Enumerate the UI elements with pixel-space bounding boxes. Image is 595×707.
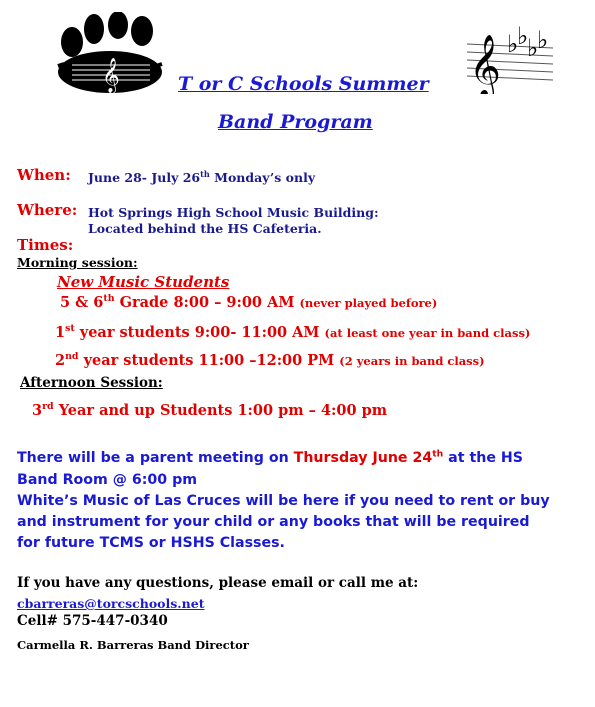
session-3rd-year: 3rd Year and up Students 1:00 pm – 4:00 pm xyxy=(32,401,388,419)
session-1st-year: 1st year students 9:00- 11:00 AM (at least one year in band class) xyxy=(55,323,531,341)
when-value: June 28- July 26th Monday’s only xyxy=(88,168,316,185)
svg-text:♭: ♭ xyxy=(517,22,529,50)
whites-music-line2: and instrument for your child or any books that will be required xyxy=(17,514,530,530)
svg-text:♭: ♭ xyxy=(527,34,539,62)
session-5-6th-grade: 5 & 6th Grade 8:00 – 9:00 AM (never played before) xyxy=(60,293,438,311)
afternoon-session-label: Afternoon Session: xyxy=(20,375,163,391)
times-label: Times: xyxy=(17,236,74,254)
new-music-students-heading: New Music Students xyxy=(57,273,230,291)
contact-prompt: If you have any questions, please email or call me at: xyxy=(17,575,419,591)
svg-text:𝄞: 𝄞 xyxy=(102,58,120,93)
cell-phone: Cell# 575-447-0340 xyxy=(17,613,168,629)
morning-session-label: Morning session: xyxy=(17,255,138,270)
email-link[interactable]: cbarreras@torcschools.net xyxy=(17,596,205,611)
treble-clef-flats-icon xyxy=(465,18,555,94)
svg-text:♭: ♭ xyxy=(507,30,519,58)
session-2nd-year: 2nd year students 11:00 –12:00 PM (2 years in band class) xyxy=(55,351,485,369)
where-directions: Located behind the HS Cafeteria. xyxy=(88,221,322,236)
page-title: T or C Schools Summer xyxy=(178,73,429,95)
where-location: Hot Springs High School Music Building: xyxy=(88,205,379,220)
tiger-paw-treble-clef-icon xyxy=(46,12,176,94)
svg-text:𝄞: 𝄞 xyxy=(469,34,501,94)
page-subtitle: Band Program xyxy=(218,111,373,133)
whites-music-line3: for future TCMS or HSHS Classes. xyxy=(17,535,285,551)
when-label: When: xyxy=(17,166,71,184)
svg-text:♭: ♭ xyxy=(537,26,549,54)
where-label: Where: xyxy=(17,201,78,219)
director-signature: Carmella R. Barreras Band Director xyxy=(17,638,249,652)
parent-meeting-line1: There will be a parent meeting on Thursday June 24th at the HS xyxy=(17,448,524,466)
parent-meeting-line2: Band Room @ 6:00 pm xyxy=(17,472,198,488)
whites-music-line1: White’s Music of Las Cruces will be here if you need to rent or buy xyxy=(17,493,550,509)
